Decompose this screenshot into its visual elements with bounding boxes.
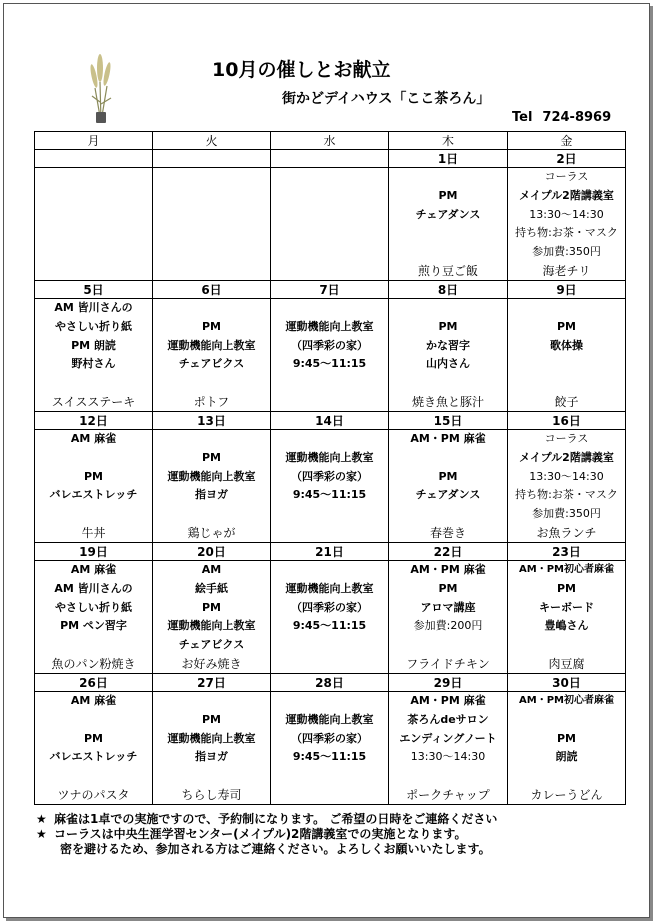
lunch-menu: 鶏じゃが	[187, 526, 236, 540]
day-cell	[35, 561, 153, 674]
day-date: 23日	[508, 543, 626, 561]
lunch-menu: お好み焼き	[181, 657, 242, 671]
event-line: （四季彩の家）	[291, 600, 368, 614]
event-line: AM・PM 麻雀	[410, 432, 486, 445]
weekday-header: 月	[35, 132, 153, 150]
day-cell	[508, 561, 626, 674]
event-line: PM	[438, 188, 458, 202]
lunch-menu	[271, 393, 388, 411]
event-line	[389, 374, 507, 393]
event-line: AM 皆川さんの	[54, 301, 133, 314]
day-date: 27日	[153, 674, 271, 692]
event-line: PM 朗読	[71, 338, 116, 352]
day-date: 8日	[389, 281, 508, 299]
event-lines	[508, 299, 625, 393]
event-line: PM	[201, 319, 221, 333]
event-line: 9:45～11:15	[292, 619, 367, 633]
weekday-header: 火	[153, 132, 271, 150]
day-cell	[153, 430, 271, 543]
event-line: エンディングノート	[399, 731, 497, 745]
day-cell	[508, 692, 626, 805]
event-line: 参加費:350円	[532, 507, 601, 521]
day-cell	[153, 299, 271, 412]
event-line: 絵手紙	[195, 581, 228, 595]
event-line	[508, 355, 625, 374]
event-lines	[35, 299, 152, 393]
day-date	[35, 150, 153, 168]
event-line: AM 麻雀	[70, 694, 117, 707]
page-title: 10月の催しとお献立	[212, 59, 391, 81]
day-cell	[389, 561, 508, 674]
event-line: PM	[438, 469, 458, 483]
day-cell	[35, 430, 153, 543]
lunch-menu: ツナのパスタ	[57, 788, 130, 802]
lunch-menu: フライドチキン	[406, 657, 490, 671]
notes	[36, 812, 497, 857]
event-line	[389, 636, 507, 655]
date-row	[35, 281, 626, 299]
day-cell	[271, 430, 389, 543]
event-line	[271, 430, 388, 449]
page-subtitle: 街かどデイハウス「ここ茶ろん」	[282, 91, 491, 107]
lunch-menu: 魚のパン粉焼き	[51, 657, 136, 671]
event-line: 運動機能向上教室	[167, 731, 256, 745]
event-lines	[153, 692, 270, 786]
event-line: 9:45～11:15	[292, 750, 367, 764]
event-line: やさしい折り紙	[55, 600, 132, 614]
event-lines	[508, 561, 625, 655]
event-lines	[389, 692, 507, 786]
lunch-menu: 春巻き	[429, 526, 466, 540]
lunch-menu: お魚ランチ	[536, 526, 597, 540]
date-row	[35, 150, 626, 168]
day-date: 14日	[271, 412, 389, 430]
star-bullet: ★	[36, 812, 47, 826]
event-lines	[271, 692, 388, 786]
event-line	[271, 636, 388, 655]
event-lines	[508, 168, 625, 262]
note-text: 麻雀は1卓での実施ですので、予約制になります。 ご希望の日時をご連絡ください	[54, 812, 498, 826]
event-line: PM	[556, 581, 576, 595]
day-date: 19日	[35, 543, 153, 561]
event-line: PM ペン習字	[60, 619, 127, 633]
event-line	[389, 243, 507, 262]
day-date: 9日	[508, 281, 626, 299]
day-date: 1日	[389, 150, 508, 168]
event-line	[35, 711, 152, 730]
event-line	[271, 561, 388, 580]
event-line	[389, 299, 507, 318]
event-line: 豊嶋さん	[544, 619, 589, 633]
event-line: PM	[201, 600, 221, 614]
day-date: 16日	[508, 412, 626, 430]
day-cell	[271, 168, 389, 281]
events-row	[35, 168, 626, 281]
event-line	[271, 374, 388, 393]
note-text: コーラスは中央生涯学習センター(メイプル)2階講義室での実施となります。	[54, 827, 467, 841]
date-row	[35, 543, 626, 561]
day-cell	[389, 168, 508, 281]
event-lines	[389, 168, 507, 262]
event-line: AM 皆川さんの	[54, 581, 133, 595]
events-row	[35, 299, 626, 412]
event-line: 歌体操	[550, 338, 583, 352]
event-line: 13:30～14:30	[410, 750, 486, 764]
event-line: かな習字	[426, 338, 470, 352]
event-lines	[153, 299, 270, 393]
tel-label: Tel	[512, 110, 533, 125]
event-line	[508, 374, 625, 393]
events-row	[35, 430, 626, 543]
event-line: 13:30～14:30	[529, 469, 604, 483]
lunch-menu	[271, 524, 388, 542]
event-line: チェアビクス	[178, 638, 245, 652]
event-line: （四季彩の家）	[291, 731, 368, 745]
event-line: PM	[201, 712, 221, 726]
lunch-menu	[35, 262, 152, 280]
event-line	[389, 449, 507, 468]
event-lines	[153, 430, 270, 524]
lunch-menu: ポトフ	[193, 395, 230, 409]
note-line	[36, 827, 497, 842]
event-line: 9:45～11:15	[292, 357, 367, 371]
event-line: 9:45～11:15	[292, 488, 367, 502]
day-cell	[35, 692, 153, 805]
event-line: PM	[438, 319, 458, 333]
event-line: AM 麻雀	[70, 432, 117, 445]
event-line: 運動機能向上教室	[285, 450, 374, 464]
day-cell	[271, 692, 389, 805]
event-line: PM	[438, 581, 458, 595]
events-row	[35, 561, 626, 674]
day-cell	[389, 430, 508, 543]
day-cell	[153, 561, 271, 674]
lunch-menu: カレーうどん	[530, 788, 603, 802]
event-line: （四季彩の家）	[291, 338, 368, 352]
lunch-menu	[271, 786, 388, 804]
event-line	[271, 299, 388, 318]
event-line: 野村さん	[71, 357, 116, 371]
date-row	[35, 412, 626, 430]
day-cell	[35, 168, 153, 281]
day-date: 5日	[35, 281, 153, 299]
weekday-header: 木	[389, 132, 508, 150]
event-lines	[271, 430, 388, 524]
day-date: 30日	[508, 674, 626, 692]
event-calendar	[34, 131, 626, 805]
day-date: 13日	[153, 412, 271, 430]
event-line: チェアダンス	[415, 488, 481, 502]
event-line: キーボード	[539, 600, 594, 614]
lunch-menu	[271, 655, 388, 673]
day-cell	[271, 299, 389, 412]
event-line: 指ヨガ	[195, 750, 228, 764]
event-line: 持ち物:お茶・マスク	[515, 226, 618, 240]
day-date: 28日	[271, 674, 389, 692]
event-lines	[35, 692, 152, 786]
event-line: 持ち物:お茶・マスク	[515, 488, 618, 502]
day-date	[153, 150, 271, 168]
day-cell	[508, 168, 626, 281]
lunch-menu: 牛丼	[81, 526, 106, 540]
event-line	[35, 636, 152, 655]
event-lines	[508, 692, 625, 786]
event-line: AM・PM初心者麻雀	[519, 695, 614, 706]
event-line	[389, 224, 507, 243]
event-line: 運動機能向上教室	[285, 319, 374, 333]
event-lines	[35, 430, 152, 524]
lunch-menu: 焼き魚と豚汁	[411, 395, 484, 409]
day-cell	[271, 561, 389, 674]
day-date: 12日	[35, 412, 153, 430]
day-date: 6日	[153, 281, 271, 299]
event-line: 指ヨガ	[195, 488, 228, 502]
event-line	[389, 505, 507, 524]
event-line: AM	[201, 563, 222, 576]
lunch-menu: 海老チリ	[542, 264, 591, 278]
note-line	[36, 812, 497, 827]
event-line: アロマ講座	[420, 600, 476, 614]
date-row	[35, 674, 626, 692]
event-line	[35, 505, 152, 524]
day-date: 22日	[389, 543, 508, 561]
lunch-menu	[153, 262, 270, 280]
pampas-grass-illustration	[86, 52, 116, 124]
event-line: AM・PM初心者麻雀	[519, 564, 614, 575]
event-line	[35, 449, 152, 468]
event-line	[508, 299, 625, 318]
event-lines	[389, 299, 507, 393]
event-line: コーラス	[544, 170, 589, 183]
event-line: 朗読	[555, 750, 578, 764]
event-line	[153, 430, 270, 449]
day-cell	[389, 692, 508, 805]
event-line	[389, 168, 507, 187]
event-line	[271, 505, 388, 524]
event-line: 茶ろんdeサロン	[407, 712, 489, 726]
event-line: （四季彩の家）	[291, 469, 368, 483]
event-line	[153, 505, 270, 524]
weekday-header: 水	[271, 132, 389, 150]
day-cell	[508, 299, 626, 412]
event-lines	[389, 561, 507, 655]
event-line: PM	[556, 731, 576, 745]
lunch-menu: 肉豆腐	[548, 657, 585, 671]
lunch-menu: スイスステーキ	[51, 395, 136, 409]
event-line	[153, 767, 270, 786]
day-date: 26日	[35, 674, 153, 692]
telephone	[512, 110, 611, 125]
event-line: チェアダンス	[415, 207, 481, 221]
event-line	[271, 767, 388, 786]
day-date: 2日	[508, 150, 626, 168]
calendar-body	[35, 150, 626, 805]
note-line	[36, 842, 497, 857]
event-lines	[35, 561, 152, 655]
event-line: 運動機能向上教室	[167, 619, 256, 633]
event-line: バレエストレッチ	[49, 750, 138, 764]
events-row	[35, 692, 626, 805]
event-line: 13:30～14:30	[529, 207, 604, 221]
event-line: 山内さん	[426, 357, 470, 371]
lunch-menu: ポークチャップ	[406, 788, 490, 802]
event-line	[508, 767, 625, 786]
event-line	[508, 711, 625, 730]
event-lines	[271, 561, 388, 655]
event-line: AM・PM 麻雀	[410, 694, 486, 707]
weekday-header: 金	[508, 132, 626, 150]
event-lines	[271, 299, 388, 393]
day-date: 7日	[271, 281, 389, 299]
day-date: 20日	[153, 543, 271, 561]
event-line	[153, 299, 270, 318]
lunch-menu: 煎り豆ご飯	[417, 264, 478, 278]
event-line: AM 麻雀	[70, 563, 117, 576]
event-line: PM	[201, 450, 221, 464]
weekday-header-row	[35, 132, 626, 150]
event-line: PM	[83, 731, 103, 745]
event-line	[508, 636, 625, 655]
event-line	[35, 374, 152, 393]
day-cell	[35, 299, 153, 412]
event-line: PM	[83, 469, 103, 483]
event-line: コーラス	[544, 432, 589, 445]
event-line: 参加費:350円	[532, 245, 601, 259]
event-line: バレエストレッチ	[49, 488, 138, 502]
event-line	[153, 374, 270, 393]
event-lines	[389, 430, 507, 524]
day-date: 21日	[271, 543, 389, 561]
day-cell	[153, 692, 271, 805]
event-line: PM	[556, 319, 576, 333]
event-line: 運動機能向上教室	[285, 712, 374, 726]
day-cell	[389, 299, 508, 412]
note-text: 密を避けるため、参加される方はご連絡ください。よろしくお願いいたします。	[60, 842, 491, 856]
star-bullet: ★	[36, 827, 47, 841]
lunch-menu: 餃子	[554, 395, 579, 409]
event-line: 運動機能向上教室	[167, 338, 256, 352]
event-lines	[153, 561, 270, 655]
event-line: AM・PM 麻雀	[410, 563, 486, 576]
day-date: 15日	[389, 412, 508, 430]
tel-number: 724-8969	[542, 110, 612, 125]
event-lines	[508, 430, 625, 524]
day-date	[271, 150, 389, 168]
event-line	[153, 692, 270, 711]
day-date: 29日	[389, 674, 508, 692]
event-line	[35, 767, 152, 786]
event-line: チェアビクス	[178, 357, 245, 371]
lunch-menu	[271, 262, 388, 280]
event-line: やさしい折り紙	[55, 319, 132, 333]
event-line: メイプル2階講義室	[519, 188, 614, 202]
lunch-menu: ちらし寿司	[181, 788, 242, 802]
event-line	[389, 767, 507, 786]
event-line: 運動機能向上教室	[285, 581, 374, 595]
event-line: メイプル2階講義室	[519, 450, 614, 464]
event-line: 運動機能向上教室	[167, 469, 256, 483]
event-line	[271, 692, 388, 711]
event-line: 参加費:200円	[413, 619, 483, 633]
day-cell	[153, 168, 271, 281]
day-cell	[508, 430, 626, 543]
